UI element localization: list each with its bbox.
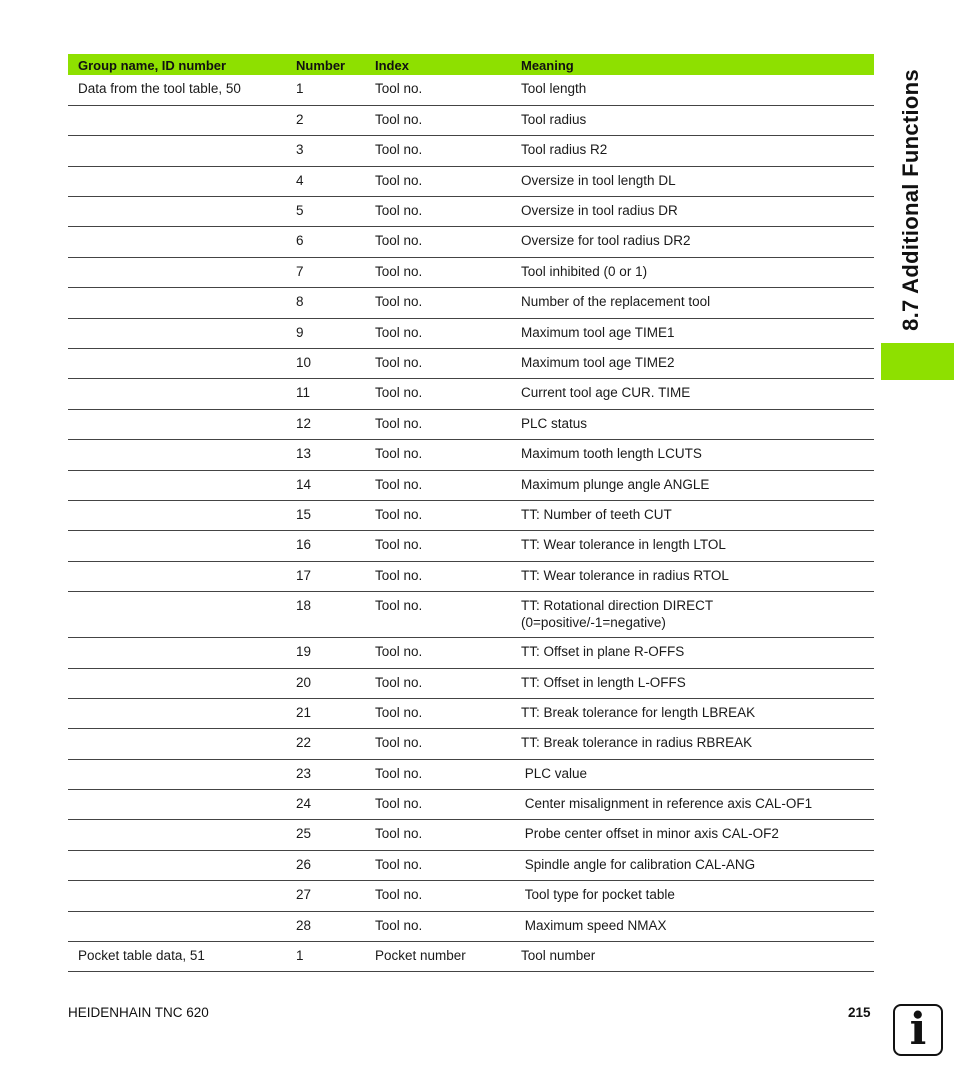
cell-group-name	[68, 318, 296, 348]
table-row	[68, 349, 874, 379]
cell-index: Tool no.	[375, 917, 423, 933]
cell-index: Tool no.	[375, 203, 423, 219]
cell-meaning: Tool number	[521, 948, 596, 964]
cell-number: 19	[296, 644, 312, 660]
cell-meaning: TT: Break tolerance in radius RBREAK	[521, 735, 753, 751]
cell-index: Tool no.	[375, 81, 423, 96]
cell-index: Tool no.	[375, 735, 423, 751]
cell-number: 6	[296, 233, 304, 249]
cell-index: Tool no.	[375, 355, 423, 371]
cell-meaning: Tool length	[521, 81, 587, 96]
cell-index: Tool no.	[375, 324, 423, 340]
cell-number: 1	[296, 81, 304, 96]
cell-meaning: TT: Break tolerance for length LBREAK	[521, 704, 756, 720]
cell-group-name	[68, 698, 296, 728]
cell-number: 21	[296, 704, 312, 720]
cell-number: 5	[296, 203, 304, 219]
cell-group-name: Pocket table data, 51	[78, 948, 205, 964]
cell-meaning: Maximum tool age TIME1	[521, 324, 675, 340]
cell-meaning: Current tool age CUR. TIME	[521, 385, 691, 401]
cell-group-name	[68, 409, 296, 439]
cell-group-name	[68, 729, 296, 759]
table-header-row	[68, 54, 874, 75]
cell-meaning: Probe center offset in minor axis CAL-OF2	[521, 826, 779, 842]
cell-group-name	[68, 257, 296, 287]
table-row	[68, 850, 874, 880]
cell-number: 17	[296, 567, 312, 583]
cell-number: 20	[296, 674, 312, 690]
table-row	[68, 227, 874, 257]
cell-number: 23	[296, 765, 312, 781]
info-icon: i	[893, 1004, 943, 1056]
cell-index: Tool no.	[375, 506, 423, 522]
cell-group-name	[68, 531, 296, 561]
cell-group-name	[68, 850, 296, 880]
cell-number: 12	[296, 415, 312, 431]
table-row	[68, 790, 874, 820]
cell-group-name	[68, 592, 296, 638]
cell-index: Tool no.	[375, 415, 423, 431]
cell-number: 27	[296, 887, 312, 903]
header-number: Number	[296, 57, 346, 73]
cell-meaning: PLC value	[521, 765, 588, 781]
chapter-side-title-text: 8.7 Additional Functions	[898, 69, 923, 331]
table-row	[68, 820, 874, 850]
cell-number: 7	[296, 263, 304, 279]
table-row	[68, 75, 874, 105]
cell-meaning: Oversize in tool length DL	[521, 172, 676, 188]
cell-number: 14	[296, 476, 312, 492]
cell-meaning: TT: Wear tolerance in length LTOL	[521, 537, 726, 553]
cell-meaning: Spindle angle for calibration CAL-ANG	[521, 856, 756, 872]
table-row	[68, 561, 874, 591]
table-row	[68, 288, 874, 318]
cell-number: 18	[296, 598, 312, 614]
cell-index: Tool no.	[375, 385, 423, 401]
cell-meaning: Maximum tool age TIME2	[521, 355, 675, 371]
table-body	[68, 75, 874, 972]
cell-index: Tool no.	[375, 598, 423, 614]
parameter-table	[68, 54, 874, 972]
cell-index: Tool no.	[375, 111, 423, 127]
cell-number: 2	[296, 111, 304, 127]
header-group-name: Group name, ID number	[78, 57, 227, 73]
header-index: Index	[375, 57, 409, 73]
cell-number: 10	[296, 355, 312, 371]
cell-number: 26	[296, 856, 312, 872]
table-row	[68, 942, 874, 972]
cell-index: Tool no.	[375, 142, 423, 158]
cell-index: Tool no.	[375, 172, 423, 188]
cell-number: 11	[296, 385, 311, 401]
table-row	[68, 409, 874, 439]
cell-index: Tool no.	[375, 887, 423, 903]
cell-group-name	[68, 638, 296, 668]
cell-group-name	[68, 379, 296, 409]
table-row	[68, 379, 874, 409]
cell-meaning: TT: Rotational direction DIRECT (0=positive/-1=negative)	[521, 598, 714, 631]
cell-number: 13	[296, 446, 312, 462]
footer-product-name: HEIDENHAIN TNC 620	[68, 1005, 209, 1020]
cell-index: Tool no.	[375, 704, 423, 720]
table-row	[68, 440, 874, 470]
cell-meaning: Oversize for tool radius DR2	[521, 233, 691, 249]
cell-number: 4	[296, 172, 304, 188]
table-row	[68, 911, 874, 941]
chapter-tab-marker	[881, 343, 954, 380]
cell-meaning: TT: Offset in plane R-OFFS	[521, 644, 685, 660]
header-meaning: Meaning	[521, 57, 574, 73]
table-row	[68, 638, 874, 668]
cell-group-name	[68, 561, 296, 591]
cell-meaning: TT: Offset in length L-OFFS	[521, 674, 686, 690]
cell-group-name	[68, 288, 296, 318]
table-row	[68, 105, 874, 135]
table-row	[68, 500, 874, 530]
cell-group-name	[68, 440, 296, 470]
cell-meaning: Tool type for pocket table	[521, 887, 675, 903]
cell-number: 16	[296, 537, 312, 553]
parameter-table-container	[68, 54, 874, 972]
cell-number: 9	[296, 324, 304, 340]
table-row	[68, 531, 874, 561]
table-row	[68, 136, 874, 166]
cell-group-name	[68, 227, 296, 257]
cell-group-name: Data from the tool table, 50	[78, 81, 241, 96]
table-row	[68, 257, 874, 287]
cell-meaning: Number of the replacement tool	[521, 294, 711, 310]
cell-group-name	[68, 166, 296, 196]
cell-group-name	[68, 349, 296, 379]
cell-index: Tool no.	[375, 674, 423, 690]
cell-meaning: Center misalignment in reference axis CAL-OF1	[521, 796, 813, 812]
cell-index: Tool no.	[375, 446, 423, 462]
cell-group-name	[68, 105, 296, 135]
cell-group-name	[68, 820, 296, 850]
cell-index: Tool no.	[375, 537, 423, 553]
cell-number: 8	[296, 294, 304, 310]
cell-index: Tool no.	[375, 294, 423, 310]
table-row	[68, 592, 874, 638]
cell-group-name	[68, 668, 296, 698]
cell-meaning: Maximum speed NMAX	[521, 917, 667, 933]
cell-index: Tool no.	[375, 263, 423, 279]
table-row	[68, 197, 874, 227]
cell-group-name	[68, 790, 296, 820]
cell-index: Tool no.	[375, 856, 423, 872]
table-row	[68, 668, 874, 698]
cell-meaning: Tool inhibited (0 or 1)	[521, 263, 648, 279]
cell-group-name	[68, 881, 296, 911]
table-row	[68, 698, 874, 728]
footer-page-number: 215	[848, 1005, 871, 1020]
cell-meaning: Tool radius	[521, 111, 587, 127]
cell-meaning: Maximum plunge angle ANGLE	[521, 476, 710, 492]
cell-meaning: TT: Number of teeth CUT	[521, 506, 672, 522]
table-row	[68, 318, 874, 348]
cell-group-name	[68, 197, 296, 227]
cell-index: Tool no.	[375, 476, 423, 492]
cell-index: Pocket number	[375, 948, 466, 964]
cell-number: 15	[296, 506, 312, 522]
cell-meaning: Tool radius R2	[521, 142, 608, 158]
cell-group-name	[68, 911, 296, 941]
cell-group-name	[68, 500, 296, 530]
cell-group-name	[68, 759, 296, 789]
table-row	[68, 759, 874, 789]
table-row	[68, 166, 874, 196]
cell-number: 22	[296, 735, 312, 751]
cell-meaning: TT: Wear tolerance in radius RTOL	[521, 567, 729, 583]
cell-index: Tool no.	[375, 567, 423, 583]
cell-number: 1	[296, 948, 304, 964]
cell-index: Tool no.	[375, 233, 423, 249]
cell-meaning: Maximum tooth length LCUTS	[521, 446, 702, 462]
cell-index: Tool no.	[375, 644, 423, 660]
cell-meaning: PLC status	[521, 415, 588, 431]
cell-index: Tool no.	[375, 826, 423, 842]
cell-index: Tool no.	[375, 765, 423, 781]
cell-index: Tool no.	[375, 796, 423, 812]
cell-number: 25	[296, 826, 312, 842]
cell-number: 3	[296, 142, 304, 158]
cell-number: 28	[296, 917, 312, 933]
cell-meaning: Oversize in tool radius DR	[521, 203, 678, 219]
table-row	[68, 470, 874, 500]
cell-group-name	[68, 470, 296, 500]
table-row	[68, 881, 874, 911]
cell-number: 24	[296, 796, 312, 812]
cell-group-name	[68, 136, 296, 166]
table-row	[68, 729, 874, 759]
